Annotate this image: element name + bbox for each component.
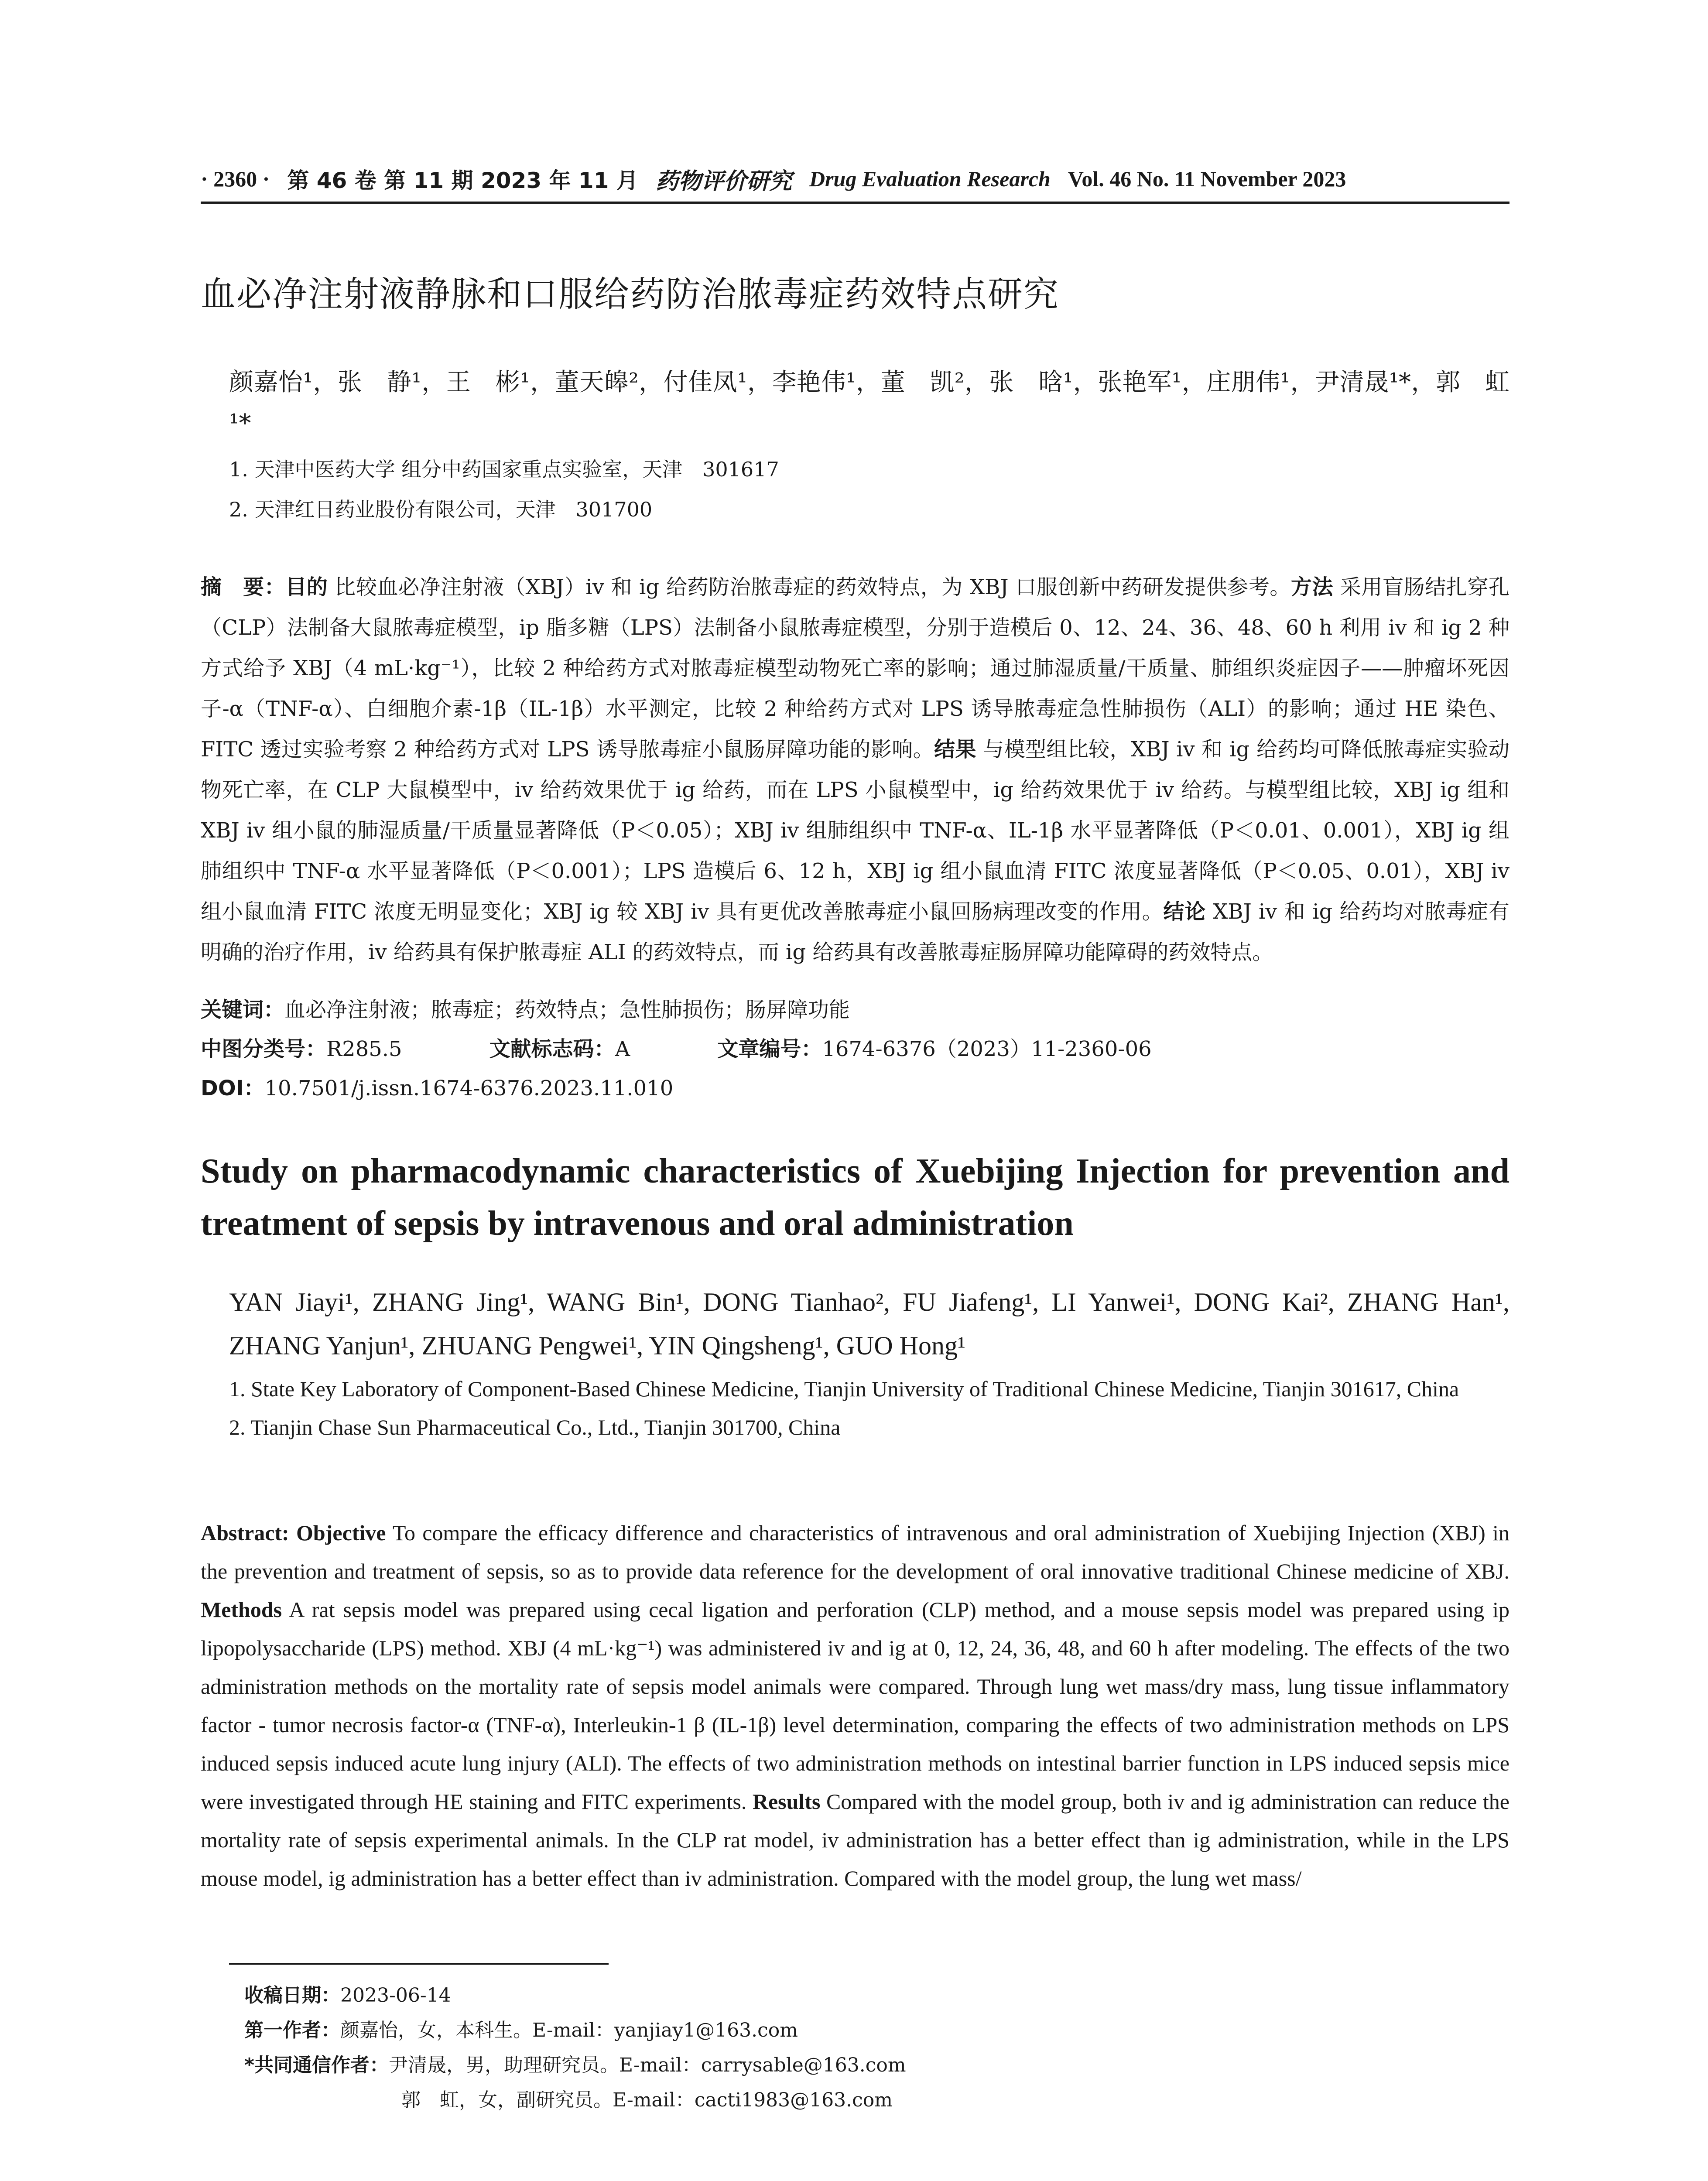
title-en: Study on pharmacodynamic characteristics of Xuebijing Injection for prevention and treatment of sepsis by intravenous and oral administration — [201, 1152, 1509, 1243]
first-author-value: 颜嘉怡，女，本科生。E-mail：yanjiay1@163.com — [340, 2019, 798, 2041]
footnote-rule — [229, 1963, 609, 1965]
results-label-en: Results — [752, 1789, 821, 1814]
issue-en: Vol. 46 No. 11 November 2023 — [1068, 167, 1346, 191]
journal-logo-cn: 药物评价研究 — [655, 168, 792, 195]
abstract-cn — [201, 567, 1509, 973]
conclusion-label-cn: 结论 — [1163, 899, 1206, 924]
methods-label-cn: 方法 — [1290, 575, 1334, 599]
abstract-en — [201, 1514, 1509, 1897]
affiliations-cn — [229, 449, 1509, 530]
received-value: 2023-06-14 — [340, 1984, 451, 2007]
article-cell — [717, 1029, 1151, 1069]
footnote-corresponding-2: 郭 虹，女，副研究员。E-mail：cacti1983@163.com — [401, 2089, 893, 2111]
footnote-first-author — [244, 2013, 1422, 2048]
methods-cn: 采用盲肠结扎穿孔（CLP）法制备大鼠脓毒症模型，ip 脂多糖（LPS）法制备小鼠脓毒症模型，分别于造模后 0、12、24、36、48、60 h 利用 iv 和 ig 2 种方式给予 XBJ（4 mL·kg⁻¹），比较 2 种给药方式对脓毒症模型动物死亡率的影响；通过肺湿质量/干质量、肺组织炎症因子——肿瘤坏死因子-α（TNF-α）、白细胞介素-1β（IL-1β）水平测定，比较 2 种给药方式对 LPS 诱导脓毒症急性肺损伤（ALI）的影响；通过 HE 染色、FITC 透过实验考察 2 种给药方式对 LPS 诱导脓毒症小鼠肠屏障功能的影响。 — [201, 575, 1509, 762]
objective-label-en: Objective — [296, 1521, 386, 1545]
title-cn: 血必净注射液静脉和口服给药防治脓毒症药效特点研究 — [201, 274, 1059, 315]
doccode-value: A — [615, 1037, 630, 1061]
corr-value-1: 尹清晟，男，助理研究员。E-mail：carrysable@163.com — [389, 2054, 906, 2076]
doccode-label: 文献标志码： — [489, 1037, 615, 1061]
running-header — [201, 161, 1509, 196]
article-label: 文章编号： — [717, 1037, 822, 1061]
corr-label: *共同通信作者： — [244, 2054, 389, 2076]
header-rule — [201, 202, 1509, 204]
objective-label-cn: 目的 — [285, 575, 328, 599]
clc-cell — [201, 1029, 402, 1069]
clc-label: 中图分类号： — [201, 1037, 327, 1061]
journal-name-en: Drug Evaluation Research — [809, 167, 1051, 191]
doi-value: 10.7501/j.issn.1674-6376.2023.11.010 — [264, 1076, 674, 1101]
results-label-cn: 结果 — [934, 737, 976, 762]
methods-en: A rat sepsis model was prepared using cecal ligation and perforation (CLP) method, and a mouse sepsis model was prepared using ip lipopolysaccharide (LPS) method. XBJ (4 mL·kg⁻¹) was administered iv and ig at 0, 12, 24, 36, 48, and 60 h after modeling. The effects of the two administration methods on the mortality rate of sepsis model animals were compared. Through lung wet mass/dry mass, lung tissue inflammatory factor - tumor necrosis factor-α (TNF-α), Interleukin-1 β (IL-1β) level determination, comparing the effects of two administration methods on LPS induced sepsis induced acute lung injury (ALI). The effects of two administration methods on intestinal barrier function in LPS induced sepsis mice were investigated through HE staining and FITC experiments. — [201, 1597, 1509, 1814]
keywords-cn — [201, 990, 1509, 1029]
affiliation-cn-1: 1. 天津中医药大学 组分中药国家重点实验室，天津 301617 — [229, 458, 779, 481]
abstract-label-en: Abstract: — [201, 1521, 289, 1545]
authors-cn: 颜嘉怡¹，张 静¹，王 彬¹，董天皞²，付佳凤¹，李艳伟¹，董 凯²，张 晗¹，张艳军¹，庄朋伟¹，尹清晟¹*，郭 虹¹* — [229, 368, 1509, 438]
abstract-label-cn: 摘 要： — [201, 575, 286, 599]
issue-cn: 第 46 卷 第 11 期 2023 年 11 月 — [287, 168, 638, 193]
affiliation-cn-2: 2. 天津红日药业股份有限公司，天津 301700 — [229, 498, 653, 521]
clc-value: R285.5 — [326, 1037, 402, 1061]
objective-cn: 比较血必净注射液（XBJ）iv 和 ig 给药防治脓毒症的药效特点，为 XBJ 口服创新中药研发提供参考。 — [328, 575, 1291, 599]
results-en: Compared with the model group, both iv and ig administration can reduce the mortality rate of sepsis experimental animals. In the CLP rat model, iv administration has a better effect than ig administration, while in the LPS mouse model, ig administration has a better effect than iv administration. Compared with the model group, the lung wet mass/ — [201, 1789, 1510, 1890]
classification-row — [201, 1029, 1509, 1069]
doi-label: DOI： — [201, 1076, 265, 1101]
doccode-cell — [489, 1029, 630, 1069]
article-value: 1674-6376（2023）11-2360-06 — [822, 1037, 1152, 1061]
doi-row — [201, 1069, 1509, 1108]
first-author-label: 第一作者： — [244, 2019, 340, 2041]
footnotes — [244, 1978, 1422, 2118]
keywords-value-cn: 血必净注射液；脓毒症；药效特点；急性肺损伤；肠屏障功能 — [284, 998, 850, 1022]
keywords-label-cn: 关键词： — [201, 998, 285, 1022]
authors-en: YAN Jiayi¹, ZHANG Jing¹, WANG Bin¹, DONG Tianhao², FU Jiafeng¹, LI Yanwei¹, DONG Kai², ZHANG Han¹, ZHANG Yanjun¹, ZHUANG Pengwei¹, YIN Qingsheng¹, GUO Hong¹ — [229, 1288, 1509, 1360]
received-label: 收稿日期： — [244, 1984, 340, 2007]
footnote-corresponding — [244, 2048, 1422, 2083]
footnote-received — [244, 1978, 1422, 2013]
objective-en: To compare the efficacy difference and characteristics of intravenous and oral administration of Xuebijing Injection (XBJ) in the prevention and treatment of sepsis, so as to provide data reference for the development of oral innovative traditional Chinese medicine of XBJ. — [201, 1521, 1510, 1583]
affiliation-en-2: 2. Tianjin Chase Sun Pharmaceutical Co., Ltd., Tianjin 301700, China — [229, 1415, 841, 1439]
page-number: · 2360 · — [201, 167, 270, 191]
affiliation-en-1: 1. State Key Laboratory of Component-Based Chinese Medicine, Tianjin University of Traditional Chinese Medicine, Tianjin 301617, China — [229, 1377, 1459, 1401]
affiliations-en — [229, 1370, 1509, 1446]
conclusion-cn: XBJ iv 和 ig 给药均对脓毒症有明确的治疗作用，iv 给药具有保护脓毒症 ALI 的药效特点，而 ig 给药具有改善脓毒症肠屏障功能障碍的药效特点。 — [201, 899, 1509, 964]
results-cn: 与模型组比较，XBJ iv 和 ig 给药均可降低脓毒症实验动物死亡率，在 CLP 大鼠模型中，iv 给药效果优于 ig 给药，而在 LPS 小鼠模型中，ig 给药效果优于 iv 给药。与模型组比较，XBJ ig 组和 XBJ iv 组小鼠的肺湿质量/干质量显著降低（P＜0.05）；XBJ iv 组肺组织中 TNF-α、IL-1β 水平显著降低（P＜0.01、0.001），XBJ ig 组肺组织中 TNF-α 水平显著降低（P＜0.001）；LPS 造模后 6、12 h，XBJ ig 组小鼠血清 FITC 浓度显著降低（P＜0.05、0.01），XBJ iv 组小鼠血清 FITC 浓度无明显变化；XBJ ig 较 XBJ iv 具有更优改善脓毒症小鼠回肠病理改变的作用。 — [201, 737, 1509, 924]
methods-label-en: Methods — [201, 1597, 282, 1622]
